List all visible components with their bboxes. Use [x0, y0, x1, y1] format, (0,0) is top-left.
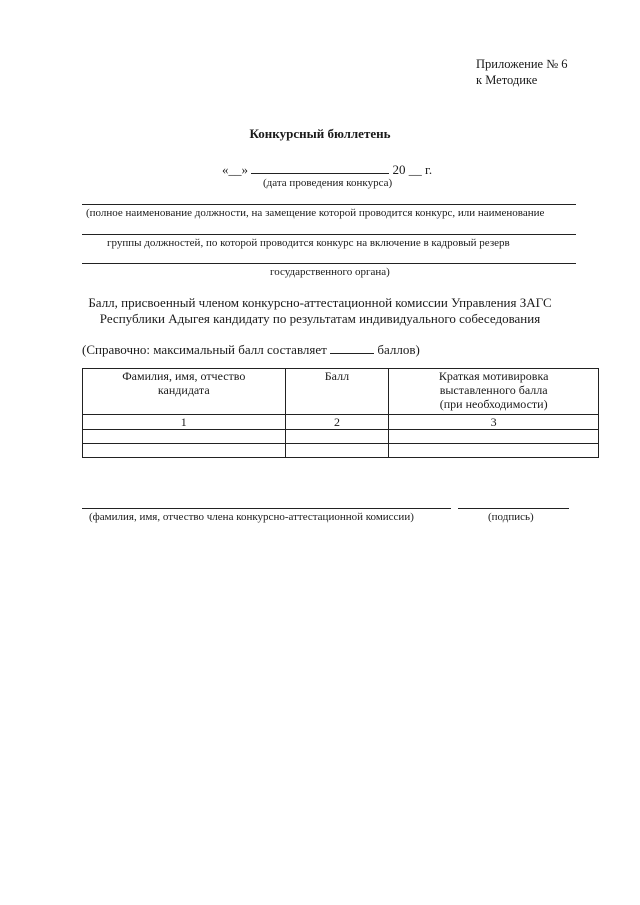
- date-caption: (дата проведения конкурса): [263, 177, 393, 189]
- signature-caption: (подпись): [488, 511, 534, 523]
- max-score-reference: [82, 341, 420, 358]
- max-score-blank: [330, 341, 374, 354]
- motivation-cell: [389, 430, 599, 444]
- score-description-line2: Республики Адыгея кандидату по результатам индивидуального собеседования: [99, 311, 541, 326]
- reference-prefix: (Справочно: максимальный балл составляет: [82, 342, 327, 357]
- signature-line: [458, 508, 569, 509]
- position-caption-1: (полное наименование должности, на замещение которой проводится конкурс, или наименование: [86, 207, 545, 219]
- table-row: [83, 430, 599, 444]
- position-line-1: [82, 204, 576, 205]
- appendix-number: Приложение № 6: [476, 57, 568, 71]
- position-line-2: [82, 234, 576, 235]
- header-motivation: Краткая мотивировка выставленного балла (при необходимости): [389, 369, 599, 415]
- header-score: Балл: [285, 369, 389, 415]
- candidate-name-cell: [83, 430, 286, 444]
- date-line: [222, 161, 432, 178]
- column-number-2: 2: [285, 415, 389, 430]
- position-line-3: [82, 263, 576, 264]
- motivation-cell: [389, 444, 599, 458]
- appendix-methodology: к Методике: [476, 73, 538, 87]
- table-row: [83, 444, 599, 458]
- date-month-blank: [251, 161, 389, 174]
- column-number-3: 3: [389, 415, 599, 430]
- date-year: 20 __ г.: [392, 162, 433, 177]
- appendix-reference: [476, 56, 568, 88]
- table-header-row: [83, 369, 599, 415]
- candidate-name-cell: [83, 444, 286, 458]
- score-description-line1: Балл, присвоенный членом конкурсно-аттестационной комиссии Управления ЗАГС: [88, 295, 552, 310]
- score-description: [0, 295, 640, 327]
- reference-suffix: баллов): [377, 342, 420, 357]
- score-cell: [285, 444, 389, 458]
- score-cell: [285, 430, 389, 444]
- score-table: [82, 368, 599, 458]
- position-caption-3: государственного органа): [270, 266, 390, 278]
- member-name-line: [82, 508, 451, 509]
- member-name-caption: (фамилия, имя, отчество члена конкурсно-аттестационной комиссии): [89, 511, 414, 523]
- column-number-1: 1: [83, 415, 286, 430]
- document-title: Конкурсный бюллетень: [249, 126, 391, 141]
- header-candidate-name: Фамилия, имя, отчество кандидата: [83, 369, 286, 415]
- position-caption-2: группы должностей, по которой проводится конкурс на включение в кадровый резерв: [107, 237, 510, 249]
- table-number-row: [83, 415, 599, 430]
- date-day: «__»: [222, 162, 248, 177]
